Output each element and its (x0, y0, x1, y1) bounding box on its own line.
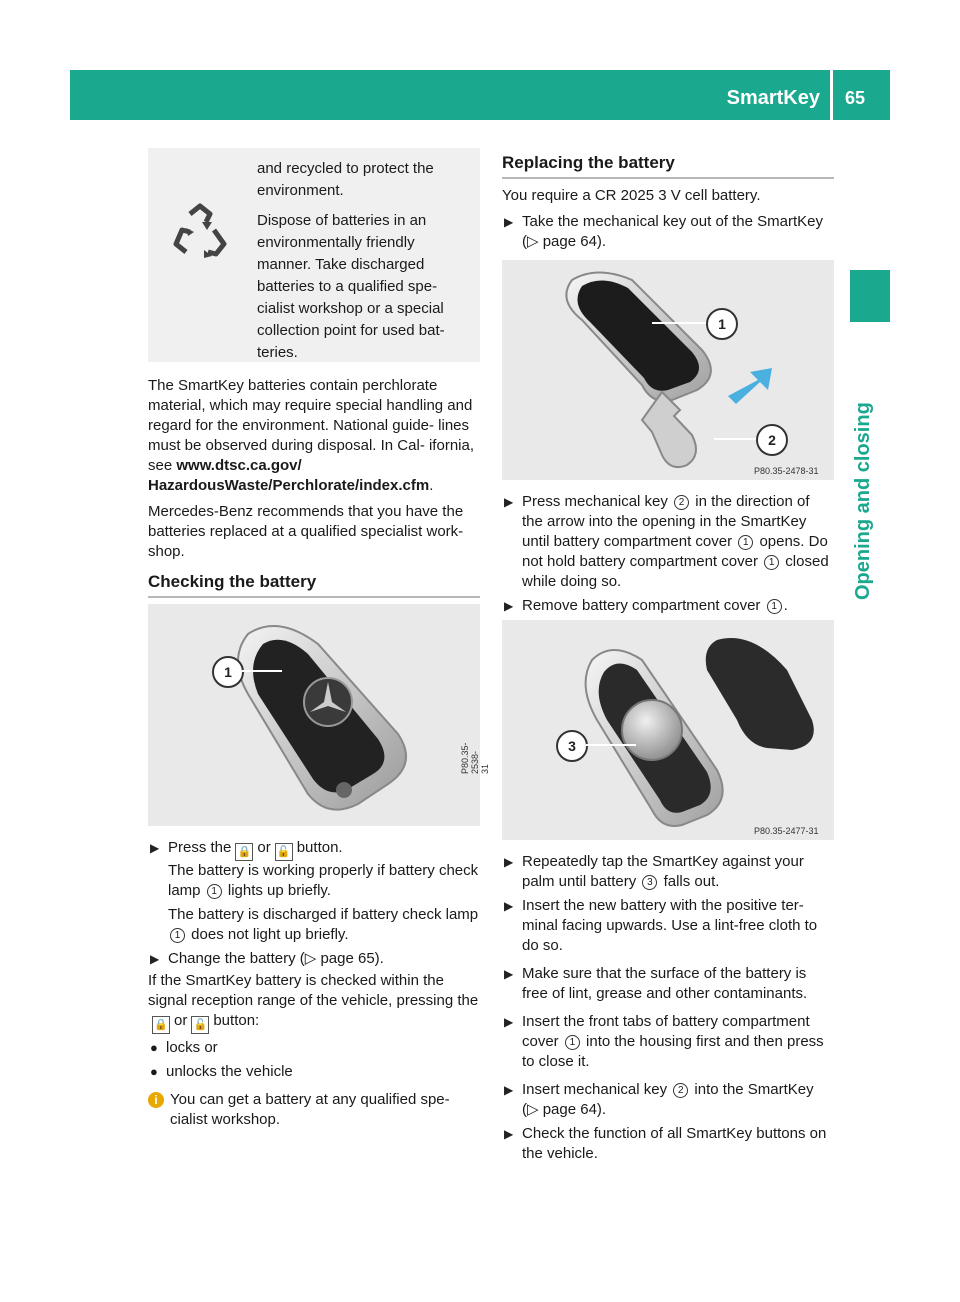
dtsc-link[interactable]: www.dtsc.ca.gov/ HazardousWaste/Perchlorate/index.cfm (148, 457, 430, 494)
step-text: Press the (168, 839, 232, 856)
bullet-unlocks (148, 1062, 480, 1082)
step-text: lights up briefly. (227, 882, 331, 899)
replacing-battery-heading: Replacing the battery (502, 153, 675, 172)
mechanical-key-image (502, 260, 834, 480)
step-arrow-icon: ▶ (504, 599, 514, 613)
callout-ref-2: 2 (673, 1083, 688, 1098)
info-note (148, 1090, 480, 1130)
section-title: SmartKey (726, 87, 820, 109)
step-arrow-icon: ▶ (504, 495, 514, 509)
step-check-surface (502, 964, 834, 1004)
step-arrow-icon: ▶ (504, 1083, 514, 1097)
period: . (783, 597, 788, 614)
step-text: The battery is working properly if battery check lamp (168, 862, 479, 899)
heading-rule (148, 596, 480, 598)
callout-3: 3 (556, 730, 588, 762)
callout-ref-1: 1 (767, 599, 782, 614)
step-text: Check the function of all SmartKey buttons on the vehicle. (522, 1125, 827, 1162)
recommendation-paragraph: Mercedes-Benz recommends that you have the batteries replaced at a qualified specialist work- shop. (148, 503, 464, 560)
step-text: falls out. (663, 873, 720, 890)
callout-3-leader (586, 744, 636, 746)
step-text: Insert mechanical key (522, 1081, 668, 1098)
info-icon: i (148, 1092, 164, 1108)
right-steps-b (502, 852, 834, 1164)
step-text[interactable]: Take the mechanical key out of the SmartKey (▷ page 64). (522, 213, 823, 250)
step-text: does not light up briefly. (191, 926, 349, 943)
step-insert-key (502, 1080, 834, 1120)
image-code: P80.35-2538-31 (460, 742, 490, 774)
step-change-battery (148, 949, 480, 969)
step-text[interactable]: Change the battery (▷ page 65). (168, 950, 384, 967)
step-text: Insert the front tabs of battery compartment cover (522, 1013, 810, 1050)
step-arrow-icon: ▶ (504, 899, 514, 913)
period: . (429, 477, 434, 494)
page-number: 65 (845, 88, 866, 108)
step-note (168, 905, 480, 945)
battery-compartment-image (502, 620, 834, 840)
paragraph-text: If the SmartKey battery is checked within the signal reception range of the vehicle, pressing the (148, 972, 479, 1009)
step-arrow-icon: ▶ (150, 841, 160, 855)
step-text: Insert the new battery with the positive ter- minal facing upwards. Use a lint-free cloth to do so. (522, 897, 818, 954)
smartkey-illustration (148, 604, 480, 826)
or-text: or (174, 1012, 188, 1029)
step-text: The battery is discharged if battery check lamp (168, 906, 479, 923)
battery-illustration (502, 620, 834, 840)
callout-1-leader (242, 670, 282, 672)
step-insert-battery (502, 896, 834, 956)
step-arrow-icon: ▶ (504, 1015, 514, 1029)
checking-battery-heading: Checking the battery (148, 572, 317, 591)
step-text: Repeatedly tap the SmartKey against your palm until battery (522, 853, 804, 890)
callout-1: 1 (706, 308, 738, 340)
perchlorate-paragraph (148, 376, 480, 496)
smartkey-check-image (148, 604, 490, 826)
step-text: closed while doing so. (522, 553, 829, 590)
image-code: P80.35-2478-31 (754, 466, 819, 476)
callout-2-leader (714, 438, 756, 440)
callout-1-leader (652, 322, 706, 324)
chapter-label: Opening and closing (852, 402, 874, 600)
recycle-icon (168, 200, 232, 264)
info-text: You can get a battery at any qualified spe- cialist workshop. (170, 1091, 450, 1128)
left-intro (148, 376, 480, 568)
step-press-mechanical-key (502, 492, 834, 592)
callout-ref-3: 3 (642, 875, 657, 890)
step-tap-key (502, 852, 834, 892)
bullet-icon: ● (150, 1064, 158, 1079)
step-arrow-icon: ▶ (504, 967, 514, 981)
callout-ref-1: 1 (207, 884, 222, 899)
unlock-icon: 🔓 (275, 843, 293, 861)
step-remove-cover (502, 596, 834, 616)
bullet-locks (148, 1038, 480, 1058)
right-steps-a (502, 492, 834, 616)
bullet-icon: ● (150, 1040, 158, 1055)
step-take-key-out (502, 212, 834, 252)
step-text: Remove battery compartment cover (522, 597, 761, 614)
paragraph-text: button: (213, 1012, 260, 1029)
step-press-button (148, 838, 480, 945)
lock-icon: 🔒 (235, 843, 253, 861)
bullet-text: unlocks the vehicle (166, 1063, 293, 1080)
step-arrow-icon: ▶ (504, 215, 514, 229)
left-instructions (148, 838, 480, 1130)
step-text: opens. Do not hold battery compartment cover (522, 533, 828, 570)
callout-ref-1: 1 (738, 535, 753, 550)
step-insert-cover (502, 1012, 834, 1072)
heading-rule (502, 177, 834, 179)
lock-icon: 🔒 (152, 1016, 170, 1034)
step-text: button. (296, 839, 343, 856)
battery-type-paragraph: You require a CR 2025 3 V cell battery. (502, 187, 761, 204)
callout-2: 2 (756, 424, 788, 456)
chapter-tab (850, 270, 890, 322)
step-text: in the direction of the arrow into the opening in the SmartKey until battery compartment cover (522, 493, 810, 550)
callout-ref-1: 1 (764, 555, 779, 570)
step-check-function (502, 1124, 834, 1164)
header-divider (830, 70, 833, 120)
perchlorate-text: The SmartKey batteries contain perchlorate material, which may require special handling and regard for the environment. National guide- lines must be observed during disposal. In Cal- ifornia, see (148, 377, 475, 474)
or-text: or (257, 839, 271, 856)
note-line-2: Dispose of batteries in an environmentally friendly manner. Take discharged batteries to a qualified spe- cialist workshop or a special collection point for used bat- teries. (257, 212, 445, 361)
callout-ref-1: 1 (170, 928, 185, 943)
right-intro (502, 186, 834, 252)
note-line-1: and recycled to protect the environment. (257, 160, 434, 199)
callout-ref-1: 1 (565, 1035, 580, 1050)
step-text: Make sure that the surface of the battery is free of lint, grease and other contaminants. (522, 965, 808, 1002)
step-text: Press mechanical key (522, 493, 668, 510)
step-text: into the housing first and then press to close it. (522, 1033, 824, 1070)
step-arrow-icon: ▶ (504, 855, 514, 869)
image-code: P80.35-2477-31 (754, 826, 819, 836)
callout-1: 1 (212, 656, 244, 688)
bullet-text: locks or (166, 1039, 218, 1056)
callout-ref-2: 2 (674, 495, 689, 510)
signal-range-paragraph (148, 971, 480, 1034)
step-arrow-icon: ▶ (504, 1127, 514, 1141)
step-text[interactable]: into the SmartKey (▷ page 64). (522, 1081, 814, 1118)
environment-note-text (257, 158, 472, 372)
unlock-icon: 🔓 (191, 1016, 209, 1034)
step-arrow-icon: ▶ (150, 952, 160, 966)
